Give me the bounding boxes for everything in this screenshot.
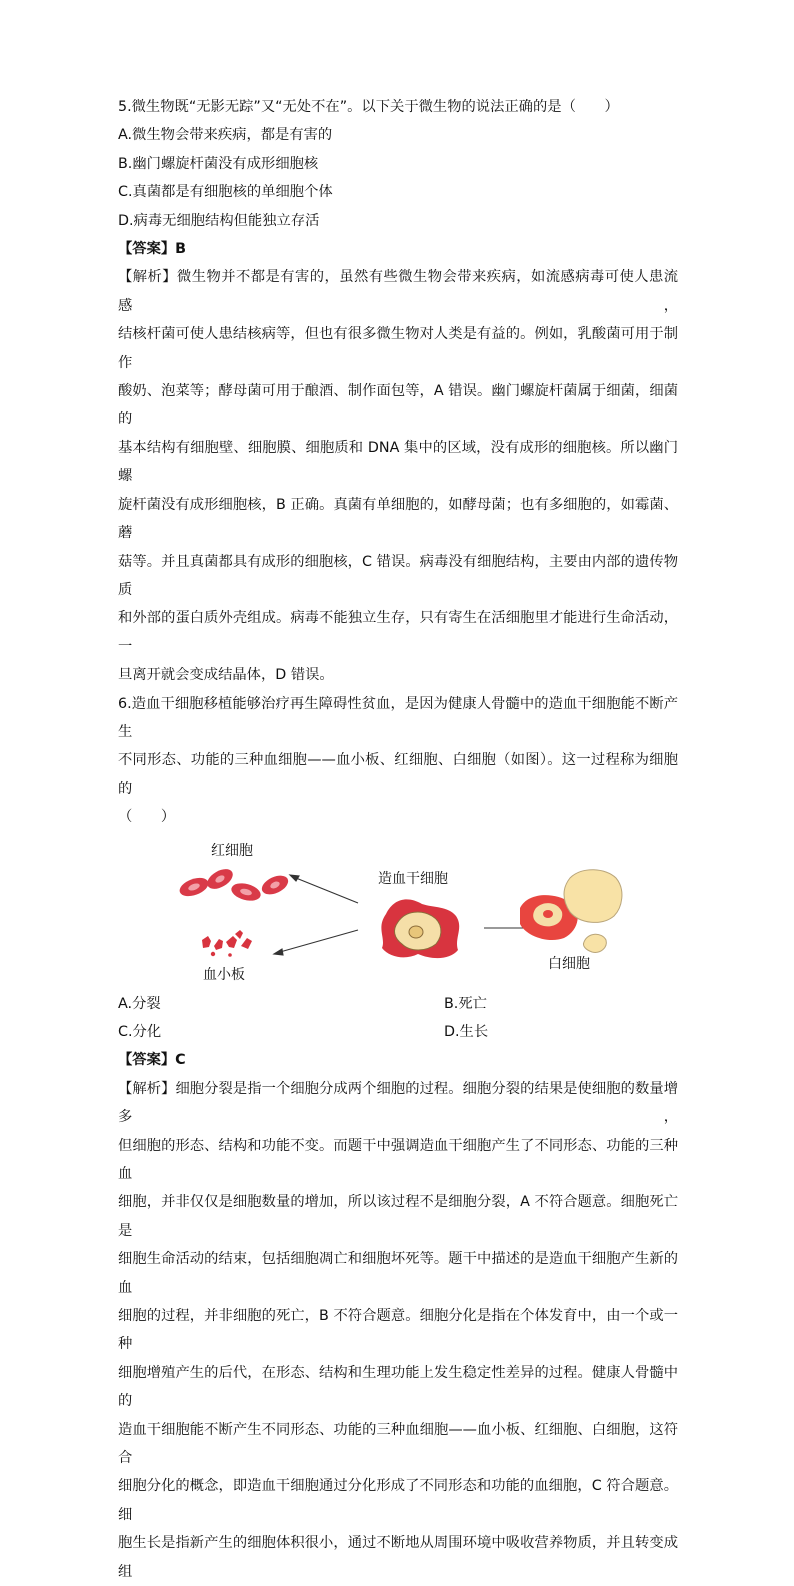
blood-cell-differentiation-figure xyxy=(118,838,678,988)
document-page xyxy=(118,93,678,1586)
analysis-line: 胞生长是指新产生的细胞体积很小，通过不断地从周围环境中吸收营养物质，并且转变成组 xyxy=(118,1535,678,1580)
analysis-line: 旋杆菌没有成形细胞核，B 正确。真菌有单细胞的，如酵母菌；也有多细胞的，如霉菌、蘑 xyxy=(118,496,678,542)
q6-analysis xyxy=(118,1075,678,1586)
analysis-line: 细胞增殖产生的后代，在形态、结构和生理功能上发生稳定性差异的过程。健康人骨髓中的 xyxy=(118,1364,678,1410)
platelet xyxy=(202,936,211,948)
q6-stem-line: 不同形态、功能的三种血细胞——血小板、红细胞、白细胞（如图）。这一过程称为细胞的 xyxy=(118,752,678,797)
arrow-to-platelets xyxy=(280,930,358,952)
white-cell-label: 白细胞 xyxy=(548,955,590,972)
arrow-head xyxy=(290,875,299,881)
white-blood-cell xyxy=(564,869,622,922)
analysis-line: 细胞分化的概念，即造血干细胞通过分化形成了不同形态和功能的血细胞，C 符合题意。细 xyxy=(118,1478,678,1523)
q6-option-d: D.生长 xyxy=(444,1023,489,1040)
q6-option-b: B.死亡 xyxy=(444,995,487,1012)
platelet xyxy=(226,936,237,948)
arrow-head xyxy=(274,949,283,955)
analysis-line: 细胞的过程，并非细胞的死亡，B 不符合题意。细胞分化是指在个体发育中，由一个或一种 xyxy=(118,1308,678,1353)
red-blood-cell xyxy=(177,874,211,899)
analysis-line: 菇等。并且真菌都具有成形的细胞核，C 错误。病毒没有细胞结构，主要由内部的遗传物质 xyxy=(118,553,678,598)
red-blood-cells xyxy=(177,865,291,904)
analysis-line: 细胞，并非仅仅是细胞数量的增加，所以该过程不是细胞分裂，A 不符合题意。细胞死亡是 xyxy=(118,1194,678,1239)
red-blood-cell xyxy=(229,880,262,903)
platelets xyxy=(202,930,252,957)
analysis-line: 酸奶、泡菜等；酵母菌可用于酿酒、制作面包等，A 错误。幽门螺旋杆菌属于细菌，细菌的 xyxy=(118,383,678,428)
arrow-to-red-cells xyxy=(296,878,358,903)
q6-options-row xyxy=(118,990,678,1018)
q6-stem-line: 6.造血干细胞移植能够治疗再生障碍性贫血，是因为健康人骨髓中的造血干细胞能不断产生 xyxy=(118,695,678,740)
q5-option-a: A.微生物会带来疾病，都是有害的 xyxy=(118,127,333,144)
platelet xyxy=(211,951,215,955)
q6-option-c: C.分化 xyxy=(118,1023,162,1040)
q5-option-b: B.幽门螺旋杆菌没有成形细胞核 xyxy=(118,155,319,172)
white-blood-cell xyxy=(583,934,606,952)
q5-option-d: D.病毒无细胞结构但能独立存活 xyxy=(118,212,320,229)
analysis-line: 细胞生命活动的结束，包括细胞凋亡和细胞坏死等。题干中描述的是造血干细胞产生新的血 xyxy=(118,1251,678,1296)
analysis-line: 【解析】微生物并不都是有害的，虽然有些微生物会带来疾病，如流感病毒可使人患流感， xyxy=(118,269,678,314)
white-blood-cells xyxy=(520,869,622,952)
q6-options-row xyxy=(118,1018,678,1046)
red-blood-cell xyxy=(204,865,236,893)
analysis-line: 基本结构有细胞壁、细胞膜、细胞质和 DNA 集中的区域，没有成形的细胞核。所以幽门螺 xyxy=(118,439,678,485)
platelet-label: 血小板 xyxy=(203,966,245,983)
analysis-line: 旦离开就会变成结晶体，D 错误。 xyxy=(118,667,334,684)
red-blood-cell xyxy=(259,871,291,897)
stem-cell xyxy=(381,899,459,958)
platelet xyxy=(228,953,232,957)
analysis-line: 和外部的蛋白质外壳组成。病毒不能独立生存，只有寄生在活细胞里才能进行生命活动，一 xyxy=(118,610,678,655)
analysis-line: 结核杆菌可使人患结核病等，但也有很多微生物对人类是有益的。例如，乳酸菌可用于制作 xyxy=(118,326,678,371)
platelet xyxy=(241,938,252,949)
platelet xyxy=(214,939,223,950)
q5-answer: 【答案】B xyxy=(118,241,187,258)
analysis-line: 但细胞的形态、结构和功能不变。而题干中强调造血干细胞产生了不同形态、功能的三种血 xyxy=(118,1137,678,1182)
q5-stem: 5.微生物既“无影无踪”又“无处不在”。以下关于微生物的说法正确的是（ ） xyxy=(118,99,619,115)
platelet xyxy=(235,930,243,939)
analysis-line: 【解析】细胞分裂是指一个细胞分成两个细胞的过程。细胞分裂的结果是使细胞的数量增多， xyxy=(118,1080,678,1126)
red-cell-label: 红细胞 xyxy=(211,842,253,859)
q6-answer: 【答案】C xyxy=(118,1052,186,1069)
stem-cell-label: 造血干细胞 xyxy=(378,870,448,887)
q6-option-a: A.分裂 xyxy=(118,995,161,1012)
q5-option-c: C.真菌都是有细胞核的单细胞个体 xyxy=(118,184,333,201)
q6-stem-line: （ ） xyxy=(118,809,176,826)
analysis-line: 造血干细胞能不断产生不同形态、功能的三种血细胞——血小板、红细胞、白细胞，这符合 xyxy=(118,1421,678,1467)
figure-illustration xyxy=(118,838,678,988)
q5-analysis xyxy=(118,263,678,689)
